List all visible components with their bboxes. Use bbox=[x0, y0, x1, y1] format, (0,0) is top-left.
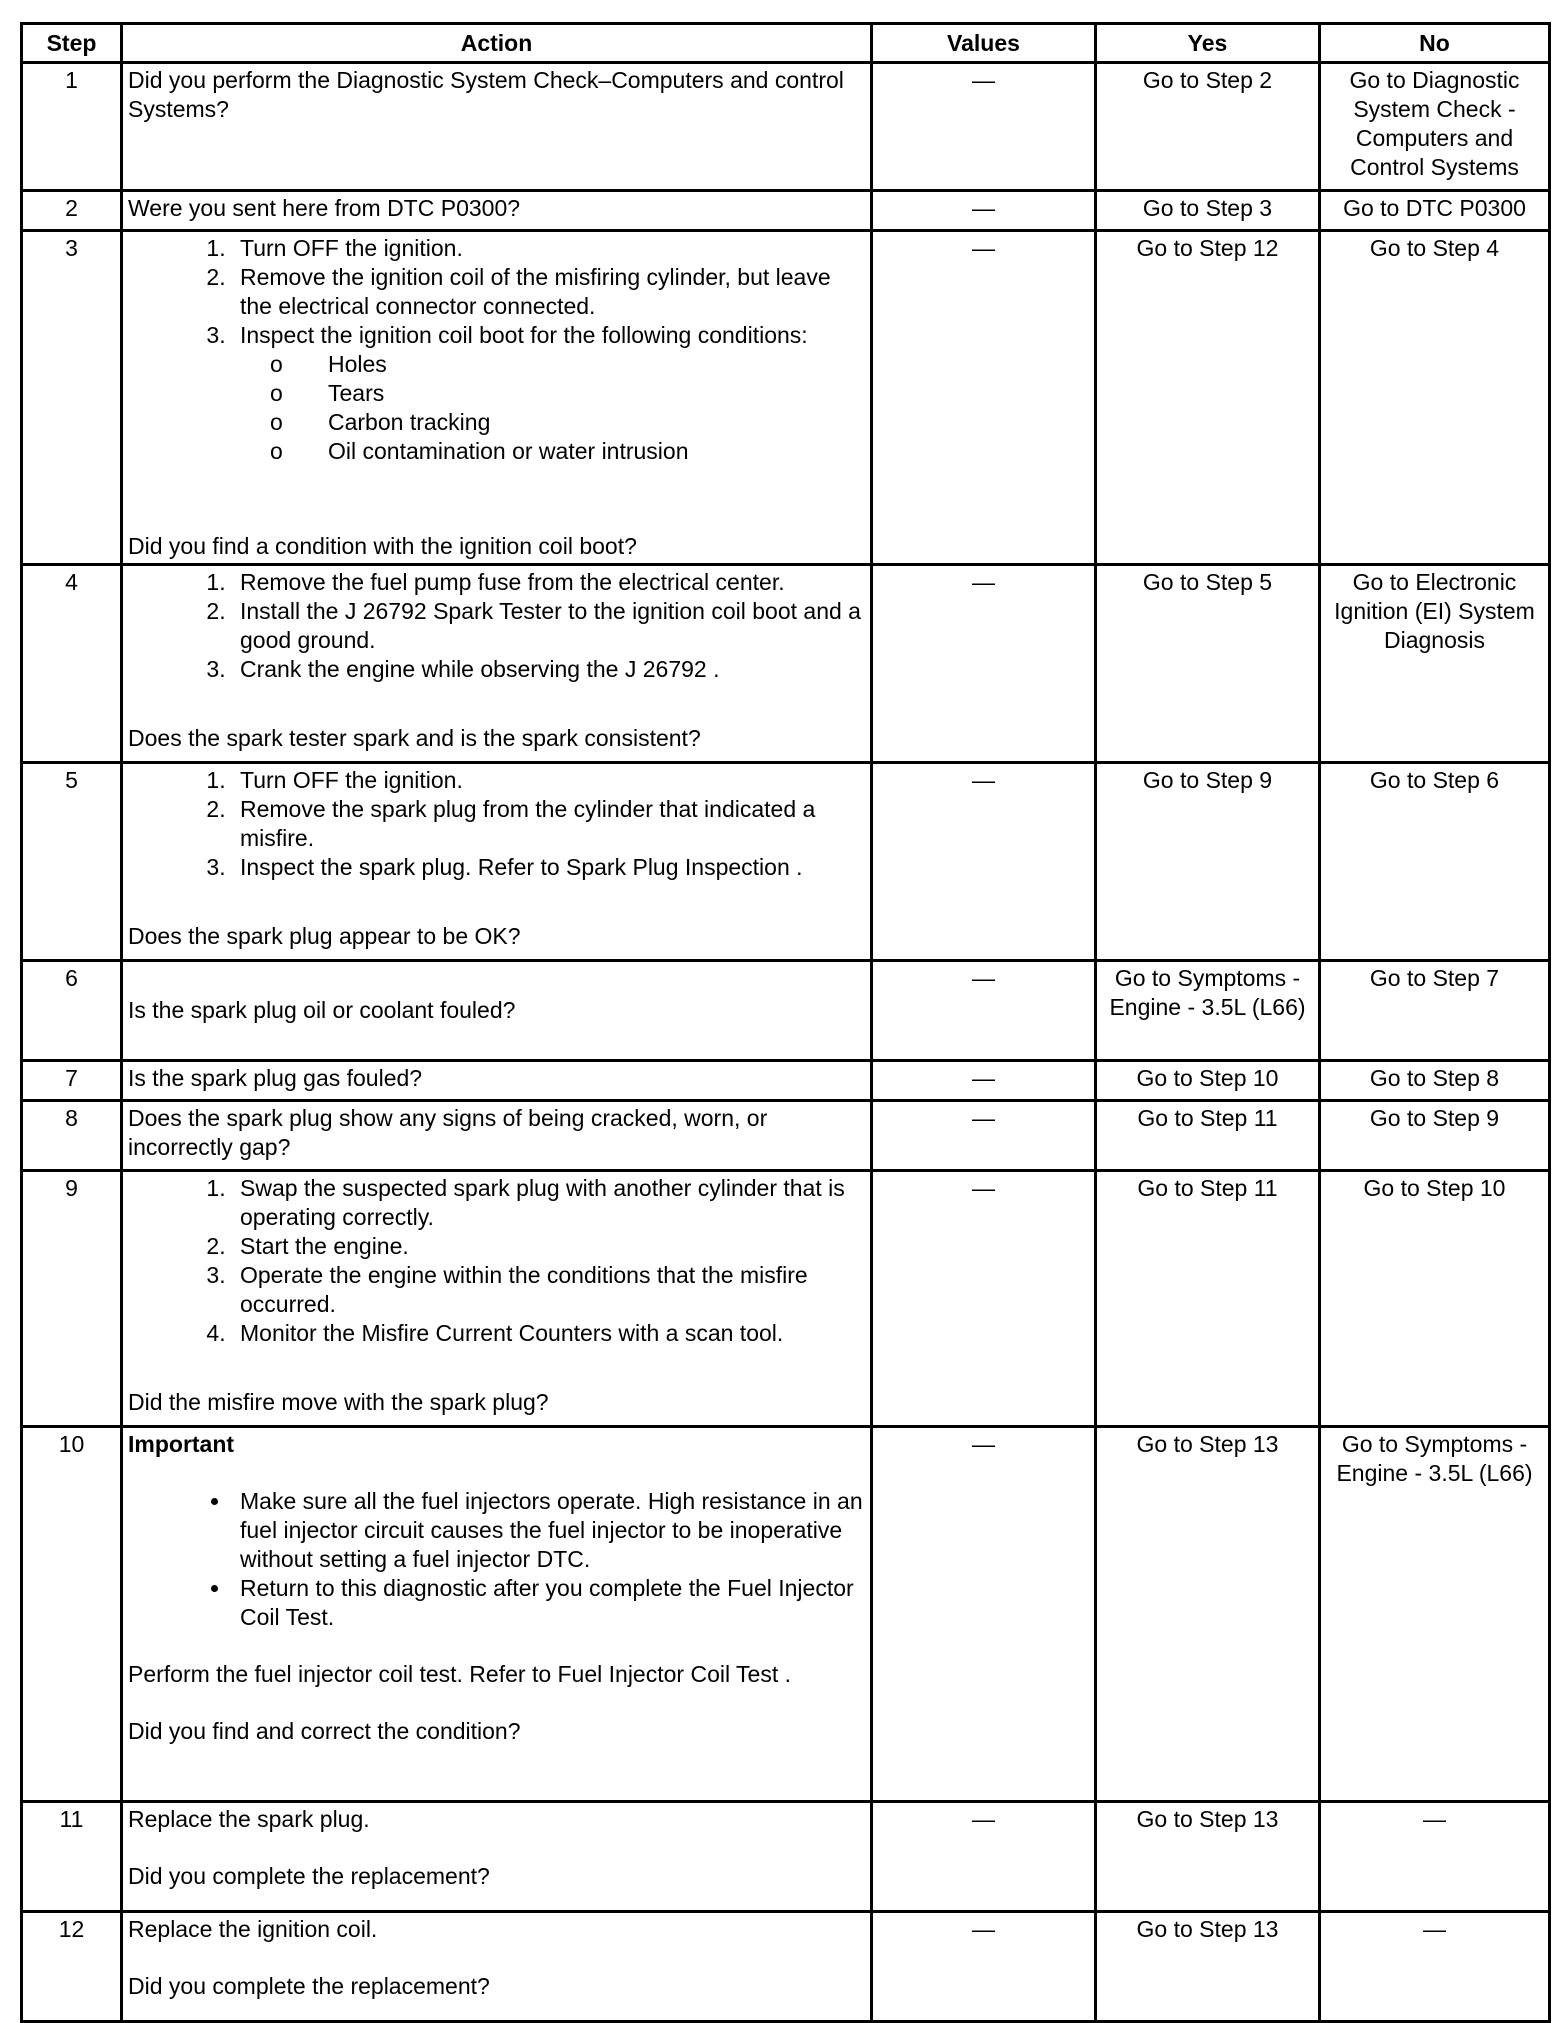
header-values: Values bbox=[872, 24, 1096, 63]
list-item: 1. Swap the suspected spark plug with another cylinder that is operating correctly. bbox=[232, 1174, 865, 1232]
step-number: 4 bbox=[22, 565, 122, 763]
table-row bbox=[22, 191, 1550, 231]
no-link[interactable]: Go to Step 8 bbox=[1320, 1061, 1550, 1101]
yes-link[interactable]: Go to Step 11 bbox=[1096, 1101, 1320, 1171]
table-row bbox=[22, 763, 1550, 961]
table-row bbox=[22, 565, 1550, 763]
values-cell: — bbox=[872, 1427, 1096, 1802]
yes-link[interactable]: Go to Step 11 bbox=[1096, 1171, 1320, 1427]
no-link[interactable]: Go to Step 6 bbox=[1320, 763, 1550, 961]
step-number: 12 bbox=[22, 1912, 122, 2022]
values-cell: — bbox=[872, 231, 1096, 565]
action-cell bbox=[122, 63, 872, 191]
values-cell: — bbox=[872, 1171, 1096, 1427]
header-yes: Yes bbox=[1096, 24, 1320, 63]
no-value: — bbox=[1320, 1912, 1550, 2022]
yes-link[interactable]: Go to Step 13 bbox=[1096, 1427, 1320, 1802]
header-row bbox=[22, 24, 1550, 63]
action-cell bbox=[122, 191, 872, 231]
values-cell: — bbox=[872, 63, 1096, 191]
circle-bullet-icon: o bbox=[270, 351, 283, 377]
diagnostic-page bbox=[20, 22, 1551, 2023]
no-link[interactable]: Go to Step 10 bbox=[1320, 1171, 1550, 1427]
header-no: No bbox=[1320, 24, 1550, 63]
question: Does the spark tester spark and is the spark consistent? bbox=[128, 725, 701, 751]
values-cell: — bbox=[872, 961, 1096, 1061]
values-cell: — bbox=[872, 1101, 1096, 1171]
procedure-list bbox=[128, 234, 865, 466]
no-link[interactable]: Go to Symptoms - Engine - 3.5L (L66) bbox=[1320, 1427, 1550, 1802]
question: Did you find and correct the condition? bbox=[128, 1718, 521, 1744]
step-number: 9 bbox=[22, 1171, 122, 1427]
circle-bullet-icon: o bbox=[270, 438, 283, 464]
no-link[interactable]: Go to DTC P0300 bbox=[1320, 191, 1550, 231]
action-cell bbox=[122, 763, 872, 961]
procedure-list bbox=[128, 568, 865, 684]
condition-item: o Tears bbox=[270, 380, 385, 406]
list-item: 2. Start the engine. bbox=[232, 1232, 865, 1261]
action-cell bbox=[122, 1061, 872, 1101]
values-cell: — bbox=[872, 1061, 1096, 1101]
yes-link[interactable]: Go to Step 13 bbox=[1096, 1912, 1320, 2022]
yes-link[interactable]: Go to Step 5 bbox=[1096, 565, 1320, 763]
step-number: 1 bbox=[22, 63, 122, 191]
action-cell bbox=[122, 1101, 872, 1171]
table-row bbox=[22, 1912, 1550, 2022]
list-item: 2. Remove the ignition coil of the misfiring cylinder, but leave the electrical connector connected. bbox=[232, 263, 865, 321]
procedure-list bbox=[128, 1174, 865, 1348]
no-link[interactable]: Go to Step 4 bbox=[1320, 231, 1550, 565]
action-cell bbox=[122, 961, 872, 1061]
values-cell: — bbox=[872, 1912, 1096, 2022]
values-cell: — bbox=[872, 565, 1096, 763]
instruction: Replace the ignition coil. bbox=[128, 1916, 378, 1942]
no-link[interactable]: Go to Step 7 bbox=[1320, 961, 1550, 1061]
step-number: 10 bbox=[22, 1427, 122, 1802]
circle-bullet-icon: o bbox=[270, 380, 283, 406]
instruction: Perform the fuel injector coil test. Refer to Fuel Injector Coil Test . bbox=[128, 1661, 792, 1687]
step-number: 3 bbox=[22, 231, 122, 565]
question: Does the spark plug show any signs of being cracked, worn, or incorrectly gap? bbox=[128, 1105, 768, 1160]
values-cell: — bbox=[872, 763, 1096, 961]
table-row bbox=[22, 1061, 1550, 1101]
question: Did you complete the replacement? bbox=[128, 1973, 490, 1999]
table-row bbox=[22, 63, 1550, 191]
yes-link[interactable]: Go to Step 9 bbox=[1096, 763, 1320, 961]
step-number: 6 bbox=[22, 961, 122, 1061]
list-item: 4. Monitor the Misfire Current Counters with a scan tool. bbox=[232, 1319, 865, 1348]
action-cell bbox=[122, 1912, 872, 2022]
table-row bbox=[22, 231, 1550, 565]
values-cell: — bbox=[872, 1802, 1096, 1912]
yes-link[interactable]: Go to Step 13 bbox=[1096, 1802, 1320, 1912]
question: Did you perform the Diagnostic System Check–Computers and control Systems? bbox=[128, 67, 844, 122]
condition-item: o Holes bbox=[270, 351, 387, 377]
step-number: 5 bbox=[22, 763, 122, 961]
step-number: 11 bbox=[22, 1802, 122, 1912]
list-item: 1. Remove the fuel pump fuse from the electrical center. bbox=[232, 568, 865, 597]
question: Is the spark plug oil or coolant fouled? bbox=[128, 997, 516, 1023]
list-item: • Return to this diagnostic after you complete the Fuel Injector Coil Test. bbox=[232, 1574, 865, 1632]
list-item: 2. Install the J 26792 Spark Tester to the ignition coil boot and a good ground. bbox=[232, 597, 865, 655]
yes-link[interactable]: Go to Step 3 bbox=[1096, 191, 1320, 231]
step-number: 2 bbox=[22, 191, 122, 231]
action-cell bbox=[122, 231, 872, 565]
list-item: • Make sure all the fuel injectors operate. High resistance in an fuel injector circuit causes the fuel injector to be inoperative without setting a fuel injector DTC. bbox=[232, 1487, 865, 1574]
header-step: Step bbox=[22, 24, 122, 63]
list-item: 3. Operate the engine within the conditions that the misfire occurred. bbox=[232, 1261, 865, 1319]
yes-link[interactable]: Go to Step 2 bbox=[1096, 63, 1320, 191]
question: Did you complete the replacement? bbox=[128, 1863, 490, 1889]
table-row bbox=[22, 1802, 1550, 1912]
condition-item: o Oil contamination or water intrusion bbox=[270, 438, 689, 464]
action-cell bbox=[122, 1427, 872, 1802]
step-number: 8 bbox=[22, 1101, 122, 1171]
header-action: Action bbox=[122, 24, 872, 63]
yes-link[interactable]: Go to Symptoms - Engine - 3.5L (L66) bbox=[1096, 961, 1320, 1061]
step-number: 7 bbox=[22, 1061, 122, 1101]
instruction: Replace the spark plug. bbox=[128, 1806, 370, 1832]
list-item: 3. Crank the engine while observing the J 26792 . bbox=[232, 655, 865, 684]
question: Did you find a condition with the ignition coil boot? bbox=[128, 533, 637, 559]
action-cell bbox=[122, 1802, 872, 1912]
no-link[interactable]: Go to Electronic Ignition (EI) System Diagnosis bbox=[1320, 565, 1550, 763]
question: Were you sent here from DTC P0300? bbox=[128, 195, 521, 221]
list-item: 1. Turn OFF the ignition. bbox=[232, 234, 865, 263]
condition-item: o Carbon tracking bbox=[270, 409, 491, 435]
question: Does the spark plug appear to be OK? bbox=[128, 923, 521, 949]
list-item-text: Inspect the ignition coil boot for the following conditions: bbox=[240, 322, 808, 348]
no-link[interactable]: Go to Diagnostic System Check - Computers and Control Systems bbox=[1320, 63, 1550, 191]
list-item bbox=[232, 321, 865, 466]
action-cell bbox=[122, 1171, 872, 1427]
diagnostic-table bbox=[20, 22, 1551, 2023]
yes-link[interactable]: Go to Step 10 bbox=[1096, 1061, 1320, 1101]
important-notes bbox=[128, 1487, 865, 1632]
important-label: Important bbox=[128, 1431, 235, 1457]
condition-list bbox=[240, 350, 865, 466]
question: Did the misfire move with the spark plug? bbox=[128, 1389, 549, 1415]
table-row bbox=[22, 1427, 1550, 1802]
list-item: 1. Turn OFF the ignition. bbox=[232, 766, 865, 795]
list-item: 3. Inspect the spark plug. Refer to Spark Plug Inspection . bbox=[232, 853, 865, 882]
no-link[interactable]: Go to Step 9 bbox=[1320, 1101, 1550, 1171]
table-row bbox=[22, 1101, 1550, 1171]
list-item: 2. Remove the spark plug from the cylinder that indicated a misfire. bbox=[232, 795, 865, 853]
yes-link[interactable]: Go to Step 12 bbox=[1096, 231, 1320, 565]
table-row bbox=[22, 961, 1550, 1061]
values-cell: — bbox=[872, 191, 1096, 231]
question: Is the spark plug gas fouled? bbox=[128, 1065, 423, 1091]
action-cell bbox=[122, 565, 872, 763]
circle-bullet-icon: o bbox=[270, 409, 283, 435]
no-value: — bbox=[1320, 1802, 1550, 1912]
table-row bbox=[22, 1171, 1550, 1427]
procedure-list bbox=[128, 766, 865, 882]
